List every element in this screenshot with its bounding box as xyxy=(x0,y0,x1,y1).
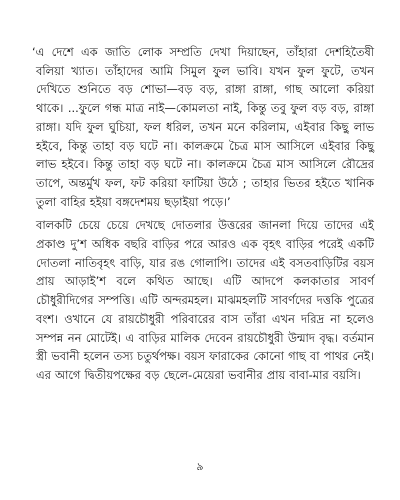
page-number: ৯ xyxy=(196,460,204,473)
body-paragraph: বালকটি চেয়ে চেয়ে দেখছে দোতলার উত্তরের জানলা দিয়ে তাদের এই প্রকাণ্ড দু’শ অধিক বছরি বাড়ির পরে আরও এক বৃহৎ বাড়ির পরেই একটি দোতলা নাতিবৃহৎ বাড়ি, যার রঙ গোলাপি। তাদের এই বসতবাড়িটির বয়স প্রায় আড়াই’শ বলে কথিত আছে। এটি আদপে কলকাতার সাবর্ণ চৌধুরীদিগের সম্পত্তি। এটি অন্দরমহল। মাঝমহলটি সাবর্ণদের দত্তকি পুত্রের বংশ। ওখানে যে রায়চৌধুরী পরিবারের বাস তাঁরা এখন দরিদ্র না হলেও সম্পন্ন নন মোটেই। এ বাড়ির মালিক দেবেন রায়চৌধুরী উন্মাদ বৃদ্ধ। বর্তমান স্ত্রী ভবানী হলেন তস্য চতুর্থপক্ষ। বয়স ফারাকের কোনো গাছ বা পাথর নেই। এর আগে দ্বিতীয়পক্ষের বড় ছেলে-মেয়েরা ভবানীর প্রায় বাবা-মার বয়সি। xyxy=(36,218,374,382)
quoted-paragraph: ‘এ দেশে এক জাতি লোক সম্প্রতি দেখা দিয়াছেন, তাঁহারা দেশহিতৈষী বলিয়া খ্যাত। তাঁহাদের আমি সিমুল ফুল ভাবি। যখন ফুল ফুটে, তখন দেখিতে শুনিতে বড় শোভা—বড় বড়, রাঙ্গা রাঙ্গা, গাছ আলো করিয়া থাকে। ...ফুলে গন্ধ মাত্র নাই—কোমলতা নাই, কিন্তু তবু ফুল বড় বড়, রাঙ্গা রাঙ্গা। যদি ফুল ঘুচিয়া, ফল ধরিল, তখন মনে করিলাম, এইবার কিছু লাভ হইবে, কিন্তু তাহা বড় ঘটে না। কালক্রমে চৈত্র মাস আসিলে এইবার কিছু লাভ হইবে। কিন্তু তাহা বড় ঘটে না। কালক্রমে চৈত্র মাস আসিলে রৌদ্রের তাপে, অন্তর্মুখ ফল, ফট করিয়া ফাটিয়া উঠে ; তাহার ভিতর হইতে খানিক তুলা বাহির হইয়া বঙ্গদেশময় ছড়াইয়া পড়ে।’ xyxy=(32,45,374,209)
